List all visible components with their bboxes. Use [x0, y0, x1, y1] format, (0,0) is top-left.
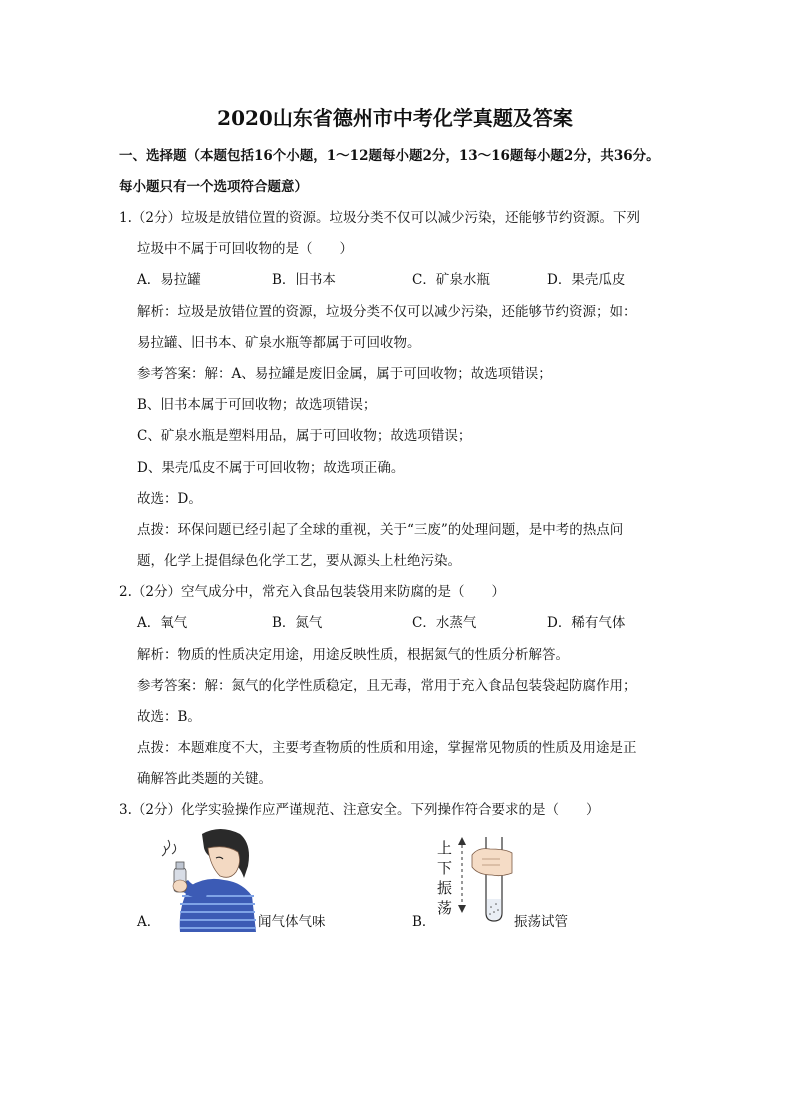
- q1-answer-line: D、果壳瓜皮不属于可回收物；故选项正确。: [137, 460, 405, 476]
- q2-comment: 点拨：本题难度不大，主要考查物质的性质和用途，掌握常见物质的性质及用途是正: [137, 740, 637, 756]
- q1-comment: 点拨：环保问题已经引起了全球的重视，关于“三废”的处理问题，是中考的热点问: [137, 522, 624, 538]
- q2-comment-cont: 确解答此类题的关键。: [137, 771, 272, 787]
- q1-option-a: A．易拉罐: [137, 272, 201, 288]
- q2-answer-choice: 故选：B。: [137, 709, 201, 725]
- section-heading-cont: 每小题只有一个选项符合题意）: [119, 179, 308, 195]
- q3-option-b-letter: B．: [412, 914, 436, 930]
- q1-option-c: C．矿泉水瓶: [412, 272, 490, 288]
- q1-comment-cont: 题，化学上提倡绿色化学工艺，要从源头上杜绝污染。: [137, 553, 461, 569]
- shaking-test-tube-illustration: [452, 833, 514, 929]
- q2-option-b: B．氮气: [272, 615, 323, 631]
- q3-option-a-caption: 闻气体气味: [258, 914, 326, 930]
- q2-analysis: 解析：物质的性质决定用途，用途反映性质，根据氮气的性质分析解答。: [137, 647, 569, 663]
- q1-analysis: 解析：垃圾是放错位置的资源，垃圾分类不仅可以减少污染，还能够节约资源；如：: [137, 304, 637, 320]
- q2-option-c: C．水蒸气: [412, 615, 477, 631]
- q1-analysis-cont: 易拉罐、旧书本、矿泉水瓶等都属于可回收物。: [137, 335, 421, 351]
- q2-stem: 2.（2分）空气成分中，常充入食品包装袋用来防腐的是（ ）: [119, 584, 505, 600]
- section-heading: 一、选择题（本题包括16个小题，1～12题每小题2分，13～16题每小题2分，共36分。: [119, 148, 660, 164]
- q2-answer: 参考答案：解：氮气的化学性质稳定，且无毒，常用于充入食品包装袋起防腐作用；: [137, 678, 637, 694]
- q2-option-a: A．氧气: [137, 615, 188, 631]
- shake-label-1: 上: [437, 839, 453, 857]
- q3-option-a-letter: A．: [137, 914, 161, 930]
- q1-stem-cont: 垃圾中不属于可回收物的是（ ）: [137, 241, 353, 257]
- shake-label-4: 荡: [437, 899, 453, 917]
- q2-option-d: D．稀有气体: [547, 615, 626, 631]
- page-title: 2020山东省德州市中考化学真题及答案: [217, 106, 573, 130]
- smelling-gas-illustration: [160, 826, 256, 932]
- q1-answer-line: 参考答案：解：A、易拉罐是废旧金属，属于可回收物；故选项错误；: [137, 366, 552, 382]
- shake-label-2: 下: [437, 859, 453, 877]
- q1-answer-line: C、矿泉水瓶是塑料用品，属于可回收物；故选项错误；: [137, 428, 472, 444]
- q1-option-d: D．果壳瓜皮: [547, 272, 626, 288]
- q3-stem: 3.（2分）化学实验操作应严谨规范、注意安全。下列操作符合要求的是（ ）: [119, 802, 600, 818]
- q1-answer-line: B、旧书本属于可回收物；故选项错误；: [137, 397, 377, 413]
- q3-option-b-caption: 振荡试管: [514, 914, 568, 930]
- shake-label-3: 振: [437, 879, 453, 897]
- q1-option-b: B．旧书本: [272, 272, 336, 288]
- q1-answer-choice: 故选：D。: [137, 491, 202, 507]
- q1-stem: 1.（2分）垃圾是放错位置的资源。垃圾分类不仅可以减少污染，还能够节约资源。下列: [119, 210, 640, 226]
